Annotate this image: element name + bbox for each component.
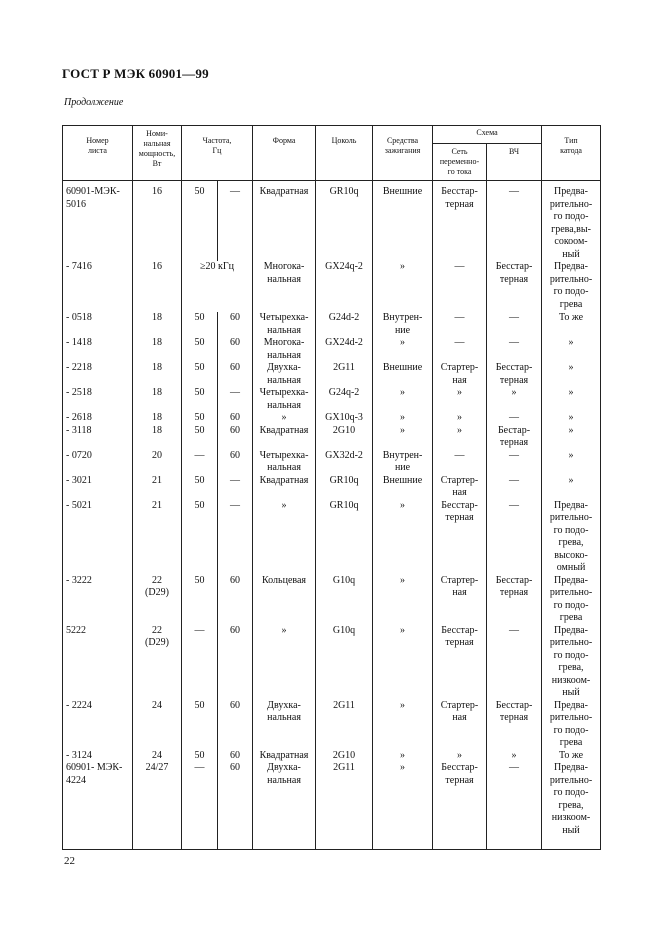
cell-sheet-number: 60901- МЭК- 4224 (63, 762, 133, 849)
cell-cathode: » (542, 387, 601, 412)
cell-power: 18 (133, 425, 182, 450)
cell-frequency-1: 50 (182, 412, 218, 425)
document-title: ГОСТ Р МЭК 60901—99 (62, 66, 209, 81)
cell-form: » (253, 625, 316, 700)
cell-form: Квадратная (253, 181, 316, 262)
cell-frequency-2: — (218, 500, 253, 575)
header-power: Номи- нальная мощность, Вт (133, 126, 182, 181)
cell-frequency-1: 50 (182, 425, 218, 450)
cell-sheet-number: - 2224 (63, 700, 133, 750)
cell-frequency-1: — (182, 762, 218, 849)
header-scheme-hf: ВЧ (487, 144, 542, 181)
cell-scheme-hf: — (487, 337, 542, 362)
cell-frequency-1: — (182, 625, 218, 700)
cell-frequency-1: 50 (182, 181, 218, 262)
cell-scheme-ac: » (433, 387, 487, 412)
cell-form: Квадратная (253, 750, 316, 763)
cell-frequency-2: 60 (218, 625, 253, 700)
cell-scheme-hf: — (487, 450, 542, 475)
cell-frequency-1: 50 (182, 700, 218, 750)
cell-base: GX24q-2 (316, 261, 373, 312)
cell-scheme-hf: — (487, 475, 542, 500)
cell-scheme-hf: Бесстар- терная (487, 261, 542, 312)
table-row (63, 625, 601, 700)
cell-scheme-ac: Бесстар- терная (433, 762, 487, 849)
cell-frequency-1: 50 (182, 337, 218, 362)
cell-scheme-ac: Бесстар- терная (433, 181, 487, 262)
cell-frequency-1: 50 (182, 750, 218, 763)
cell-cathode: Предва- рительно- го подо- грева, низкоом- ный (542, 625, 601, 700)
cell-scheme-ac: — (433, 261, 487, 312)
cell-form: Двухка- нальная (253, 362, 316, 387)
cell-form: Многока- нальная (253, 261, 316, 312)
cell-cathode: » (542, 475, 601, 500)
cell-scheme-ac: — (433, 450, 487, 475)
table-row (63, 750, 601, 763)
table-row (63, 425, 601, 450)
cell-base: 2G10 (316, 750, 373, 763)
cell-scheme-hf: — (487, 412, 542, 425)
cell-power: 22 (D29) (133, 575, 182, 625)
cell-base: GX32d-2 (316, 450, 373, 475)
cell-scheme-hf: » (487, 387, 542, 412)
cell-frequency-1: 50 (182, 575, 218, 625)
cell-sheet-number: - 0518 (63, 312, 133, 337)
cell-frequency-1: 50 (182, 387, 218, 412)
table-row (63, 575, 601, 625)
cell-frequency-1: 50 (182, 500, 218, 575)
cell-frequency-2: 60 (218, 450, 253, 475)
cell-power: 24 (133, 700, 182, 750)
cell-form: Двухка- нальная (253, 700, 316, 750)
cell-scheme-hf: Бестар- терная (487, 425, 542, 450)
cell-cathode: То же (542, 750, 601, 763)
cell-scheme-hf: — (487, 625, 542, 700)
cell-frequency-2: — (218, 181, 253, 262)
cell-base: G24q-2 (316, 387, 373, 412)
header-cathode: Тип катода (542, 126, 601, 181)
cell-power: 24 (133, 750, 182, 763)
cell-power: 18 (133, 337, 182, 362)
cell-base: G10q (316, 575, 373, 625)
cell-form: Четырехка- нальная (253, 312, 316, 337)
cell-cathode: » (542, 450, 601, 475)
cell-cathode: То же (542, 312, 601, 337)
cell-ignition: » (373, 575, 433, 625)
cell-form: Двухка- нальная (253, 762, 316, 849)
header-frequency: Частота, Гц (182, 126, 253, 181)
header-scheme-ac: Сеть переменно- го тока (433, 144, 487, 181)
cell-frequency-2: 60 (218, 762, 253, 849)
cell-base: GX10q-3 (316, 412, 373, 425)
cell-sheet-number: 5222 (63, 625, 133, 700)
cell-form: » (253, 412, 316, 425)
cell-power: 24/27 (133, 762, 182, 849)
cell-cathode: Предва- рительно- го подо- грева, низкоом- ный (542, 762, 601, 849)
table-row (63, 700, 601, 750)
table-row (63, 450, 601, 475)
table-row (63, 181, 601, 262)
table-row (63, 500, 601, 575)
lamp-data-table (62, 125, 601, 850)
cell-frequency: ≥20 кГц (182, 261, 253, 312)
cell-scheme-ac: Стартер- ная (433, 475, 487, 500)
table-row (63, 337, 601, 362)
cell-scheme-hf: Бесстар- терная (487, 575, 542, 625)
cell-scheme-hf: Бесстар- терная (487, 362, 542, 387)
cell-cathode: Предва- рительно- го подо- грева, высоко- омный (542, 500, 601, 575)
cell-form: Четырехка- нальная (253, 387, 316, 412)
cell-frequency-2: 60 (218, 412, 253, 425)
cell-form: Четырехка- нальная (253, 450, 316, 475)
cell-power: 16 (133, 181, 182, 262)
cell-ignition: » (373, 425, 433, 450)
cell-ignition: » (373, 625, 433, 700)
cell-sheet-number: - 3222 (63, 575, 133, 625)
header-ignition: Средства зажигания (373, 126, 433, 181)
table-row (63, 312, 601, 337)
cell-ignition: » (373, 700, 433, 750)
cell-frequency-1: 50 (182, 312, 218, 337)
cell-scheme-hf: — (487, 312, 542, 337)
header-base: Цоколь (316, 126, 373, 181)
cell-base: 2G11 (316, 762, 373, 849)
cell-scheme-ac: — (433, 312, 487, 337)
cell-scheme-ac: Бесстар- терная (433, 625, 487, 700)
cell-form: Кольцевая (253, 575, 316, 625)
header-sheet-number: Номер листа (63, 126, 133, 181)
table-row (63, 261, 601, 312)
cell-scheme-hf: » (487, 750, 542, 763)
cell-ignition: Внешние (373, 362, 433, 387)
cell-form: Квадратная (253, 425, 316, 450)
continuation-label: Продолжение (64, 97, 124, 108)
cell-cathode: Предва- рительно- го подо- грева (542, 575, 601, 625)
cell-power: 16 (133, 261, 182, 312)
cell-cathode: » (542, 337, 601, 362)
cell-frequency-1: 50 (182, 362, 218, 387)
cell-base: GR10q (316, 500, 373, 575)
table-body (63, 181, 601, 850)
cell-base: G10q (316, 625, 373, 700)
table-row (63, 475, 601, 500)
table-row (63, 412, 601, 425)
cell-power: 22 (D29) (133, 625, 182, 700)
cell-scheme-ac: Стартер- ная (433, 700, 487, 750)
cell-scheme-hf: Бесстар- терная (487, 700, 542, 750)
cell-base: G24d-2 (316, 312, 373, 337)
cell-power: 20 (133, 450, 182, 475)
cell-base: GR10q (316, 475, 373, 500)
cell-ignition: » (373, 500, 433, 575)
cell-sheet-number: - 0720 (63, 450, 133, 475)
cell-scheme-ac: Бесстар- терная (433, 500, 487, 575)
cell-frequency-2: 60 (218, 575, 253, 625)
cell-frequency-2: — (218, 387, 253, 412)
cell-cathode: » (542, 362, 601, 387)
cell-base: 2G11 (316, 700, 373, 750)
cell-scheme-ac: — (433, 337, 487, 362)
cell-power: 18 (133, 412, 182, 425)
cell-power: 18 (133, 387, 182, 412)
cell-power: 21 (133, 475, 182, 500)
cell-ignition: Внутрен- ние (373, 450, 433, 475)
cell-frequency-2: 60 (218, 312, 253, 337)
header-form: Форма (253, 126, 316, 181)
cell-scheme-hf: — (487, 762, 542, 849)
cell-scheme-ac: » (433, 412, 487, 425)
cell-frequency-2: 60 (218, 700, 253, 750)
header-scheme: Схема (433, 126, 542, 144)
cell-ignition: » (373, 750, 433, 763)
cell-sheet-number: 60901-МЭК- 5016 (63, 181, 133, 262)
cell-sheet-number: - 3124 (63, 750, 133, 763)
cell-cathode: Предва- рительно- го подо- грева (542, 261, 601, 312)
cell-form: » (253, 500, 316, 575)
cell-power: 18 (133, 362, 182, 387)
cell-sheet-number: - 3118 (63, 425, 133, 450)
cell-cathode: Предва- рительно- го подо- грева,вы- сокоом- ный (542, 181, 601, 262)
cell-scheme-ac: Стартер- ная (433, 575, 487, 625)
cell-sheet-number: - 2518 (63, 387, 133, 412)
cell-frequency-1: — (182, 450, 218, 475)
cell-ignition: » (373, 337, 433, 362)
cell-base: 2G10 (316, 425, 373, 450)
cell-ignition: Внутрен- ние (373, 312, 433, 337)
table-row (63, 387, 601, 412)
page-number: 22 (64, 855, 75, 867)
cell-scheme-ac: » (433, 425, 487, 450)
cell-ignition: » (373, 387, 433, 412)
cell-cathode: Предва- рительно- го подо- грева (542, 700, 601, 750)
cell-sheet-number: - 1418 (63, 337, 133, 362)
cell-sheet-number: - 2618 (63, 412, 133, 425)
cell-scheme-ac: Стартер- ная (433, 362, 487, 387)
cell-cathode: » (542, 412, 601, 425)
cell-sheet-number: - 3021 (63, 475, 133, 500)
cell-sheet-number: - 7416 (63, 261, 133, 312)
cell-ignition: » (373, 762, 433, 849)
cell-scheme-hf: — (487, 181, 542, 262)
cell-base: GR10q (316, 181, 373, 262)
cell-power: 18 (133, 312, 182, 337)
cell-frequency-2: 60 (218, 337, 253, 362)
cell-scheme-hf: — (487, 500, 542, 575)
cell-ignition: Внешние (373, 181, 433, 262)
cell-frequency-2: 60 (218, 362, 253, 387)
cell-frequency-2: 60 (218, 425, 253, 450)
cell-form: Многока- нальная (253, 337, 316, 362)
cell-sheet-number: - 5021 (63, 500, 133, 575)
cell-base: GX24d-2 (316, 337, 373, 362)
cell-scheme-ac: » (433, 750, 487, 763)
table-row (63, 362, 601, 387)
table-row (63, 762, 601, 849)
cell-frequency-1: 50 (182, 475, 218, 500)
cell-power: 21 (133, 500, 182, 575)
cell-cathode: » (542, 425, 601, 450)
cell-frequency-2: 60 (218, 750, 253, 763)
cell-ignition: » (373, 412, 433, 425)
cell-ignition: » (373, 261, 433, 312)
cell-frequency-2: — (218, 475, 253, 500)
cell-ignition: Внешние (373, 475, 433, 500)
cell-base: 2G11 (316, 362, 373, 387)
cell-form: Квадратная (253, 475, 316, 500)
cell-sheet-number: - 2218 (63, 362, 133, 387)
